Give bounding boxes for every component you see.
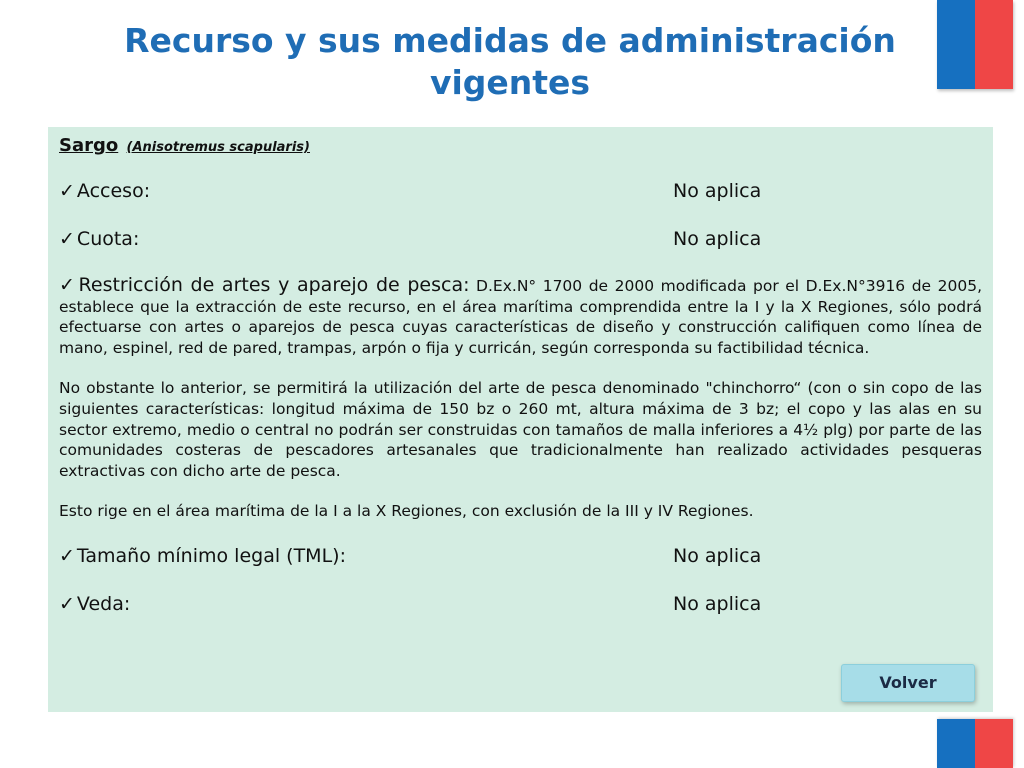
title-line-1: Recurso y sus medidas de administración bbox=[124, 21, 896, 60]
content-panel bbox=[48, 127, 993, 712]
veda-label: Veda: bbox=[76, 592, 131, 615]
tml-label: Tamaño mínimo legal (TML): bbox=[76, 544, 346, 567]
tml-row bbox=[59, 544, 982, 568]
cuota-row bbox=[59, 227, 982, 251]
acceso-row bbox=[59, 179, 982, 203]
species-name: Sargo bbox=[59, 135, 119, 156]
volver-button[interactable]: Volver bbox=[841, 664, 975, 702]
check-icon: ✓ bbox=[59, 592, 75, 615]
flag-logo-bottom bbox=[937, 719, 1013, 768]
tml-value: No aplica bbox=[673, 544, 762, 567]
flag-red-stripe bbox=[975, 0, 1013, 89]
cuota-value: No aplica bbox=[673, 228, 762, 250]
check-icon: ✓ bbox=[59, 228, 75, 250]
flag-blue-stripe bbox=[937, 719, 975, 768]
restriccion-text: D.Ex.N° 1700 de 2000 modificada por el D.Ex.N°3916 de 2005, establece que la extracción de este recurso, en el área marítima comprendida entre la I y la X Regiones, sólo podrá efectuarse con artes o aparejos de pesca cuyas características de diseño y construcción califiquen como línea de mano, espinel, red de pared, trampas, arpón o fija y curricán, según corresponda su factibilidad técnica. bbox=[59, 277, 983, 357]
restriccion-paragraph bbox=[59, 275, 982, 358]
veda-row bbox=[59, 592, 982, 616]
acceso-label: Acceso: bbox=[76, 180, 151, 202]
page-title bbox=[60, 20, 960, 104]
chinchorro-paragraph: No obstante lo anterior, se permitirá la utilización del arte de pesca denominado "chinchorro“ (con o sin copo de las siguientes características: longitud máxima de 150 bz o 260 mt, altura máxima de 3 bz; el copo y las alas en su sector extremo, medio o central no podrán ser construidas con tamaños de malla inferiores a 4½ plg) por parte de las comunidades costeras de pescadores artesanales que tradicionalmente han realizado actividades pesqueras extractivas con dicho arte de pesca. bbox=[59, 379, 982, 480]
restriccion-label: Restricción de artes y aparejo de pesca: bbox=[78, 274, 470, 296]
flag-red-stripe bbox=[975, 719, 1013, 768]
cuota-label: Cuota: bbox=[76, 228, 140, 250]
check-icon: ✓ bbox=[59, 274, 77, 296]
check-icon: ✓ bbox=[59, 544, 75, 567]
veda-value: No aplica bbox=[673, 592, 762, 615]
species-scientific-name: (Anisotremus scapularis) bbox=[126, 140, 310, 155]
flag-blue-stripe bbox=[937, 0, 975, 89]
title-line-2: vigentes bbox=[429, 63, 591, 102]
check-icon: ✓ bbox=[59, 180, 75, 202]
regiones-paragraph: Esto rige en el área marítima de la I a la X Regiones, con exclusión de la III y IV Regiones. bbox=[59, 502, 754, 521]
flag-logo-top bbox=[937, 0, 1013, 89]
species-heading bbox=[59, 134, 982, 160]
acceso-value: No aplica bbox=[673, 180, 762, 202]
